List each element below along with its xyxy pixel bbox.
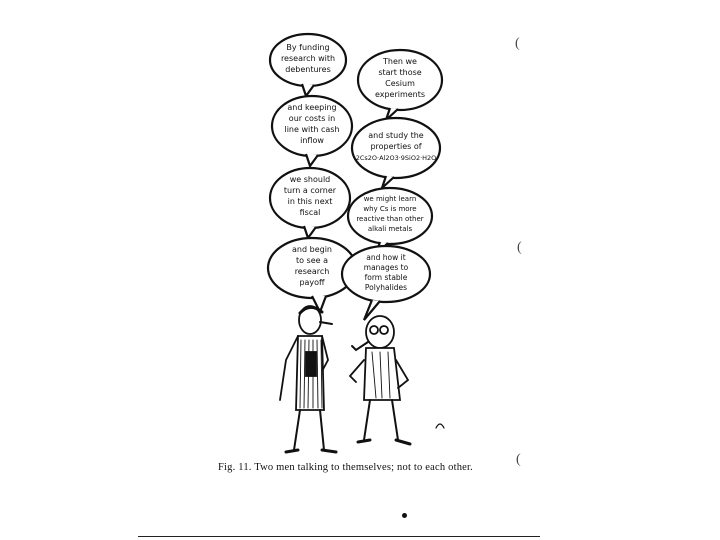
right-b4-line4: Polyhalides bbox=[364, 283, 408, 292]
right-man-figure bbox=[350, 316, 444, 444]
right-b2-line2: properties of bbox=[370, 142, 422, 151]
left-b4-line4: payoff bbox=[299, 278, 325, 287]
left-bubble-3-tail bbox=[304, 226, 316, 238]
left-b4-line3: research bbox=[294, 267, 330, 276]
left-b4-line1: and begin bbox=[292, 245, 332, 254]
bottom-rule bbox=[138, 536, 540, 537]
right-man-arm-left bbox=[350, 360, 364, 382]
right-b1-line3: Cesium bbox=[385, 79, 415, 88]
left-b2-line4: inflow bbox=[300, 136, 324, 145]
right-b3-line1: we might learn bbox=[363, 195, 417, 203]
left-b2-line2: our costs in bbox=[288, 114, 336, 123]
left-b1-line2: research with bbox=[280, 54, 336, 63]
ink-dot bbox=[402, 513, 407, 518]
left-man-arm-left bbox=[280, 336, 298, 400]
right-b2-line3: 2Cs2O·Al2O3·9SiO2·H2O bbox=[355, 154, 437, 162]
right-man-legs bbox=[364, 400, 398, 440]
right-b1-line4: experiments bbox=[374, 90, 426, 99]
left-man-shoes bbox=[286, 450, 336, 452]
right-b3-line2: why Cs is more bbox=[363, 205, 417, 213]
left-man-tie-hands bbox=[306, 352, 316, 376]
left-b3-line4: fiscal bbox=[299, 208, 321, 217]
left-bubble-1-tail bbox=[302, 84, 314, 96]
artist-signature bbox=[436, 424, 444, 428]
left-b4-line2: to see a bbox=[295, 256, 329, 265]
left-b3-line1: we should bbox=[289, 175, 331, 184]
left-man-figure bbox=[280, 306, 336, 452]
margin-mark-bottom: ( bbox=[516, 452, 521, 467]
right-b1-line1: Then we bbox=[383, 57, 417, 66]
left-b1-line3: debentures bbox=[285, 65, 331, 74]
left-b3-line3: in this next bbox=[287, 197, 333, 206]
right-man-shoes bbox=[358, 440, 410, 444]
left-b2-line3: line with cash bbox=[284, 125, 340, 134]
right-b2-line1: and study the bbox=[368, 131, 424, 140]
right-b1-line2: start those bbox=[378, 68, 422, 77]
margin-mark-top: ( bbox=[515, 36, 520, 51]
left-b2-line1: and keeping bbox=[287, 103, 337, 112]
right-b3-line4: alkali metals bbox=[367, 225, 413, 233]
left-b1-line1: By funding bbox=[286, 43, 330, 52]
right-b3-line3: reactive than other bbox=[356, 215, 424, 223]
left-man-legs bbox=[294, 410, 324, 450]
right-b4-line3: form stable bbox=[364, 273, 408, 282]
left-bubble-2-tail bbox=[306, 154, 318, 166]
cartoon-illustration bbox=[240, 30, 520, 460]
right-b4-line2: manages to bbox=[363, 263, 409, 272]
right-b4-line1: and how it bbox=[366, 253, 406, 262]
left-b3-line2: turn a corner bbox=[283, 186, 337, 195]
left-man-cigarette bbox=[320, 322, 332, 324]
margin-mark-middle: ( bbox=[517, 240, 522, 255]
figure-caption: Fig. 11. Two men talking to themselves; not to each other. bbox=[218, 462, 473, 473]
